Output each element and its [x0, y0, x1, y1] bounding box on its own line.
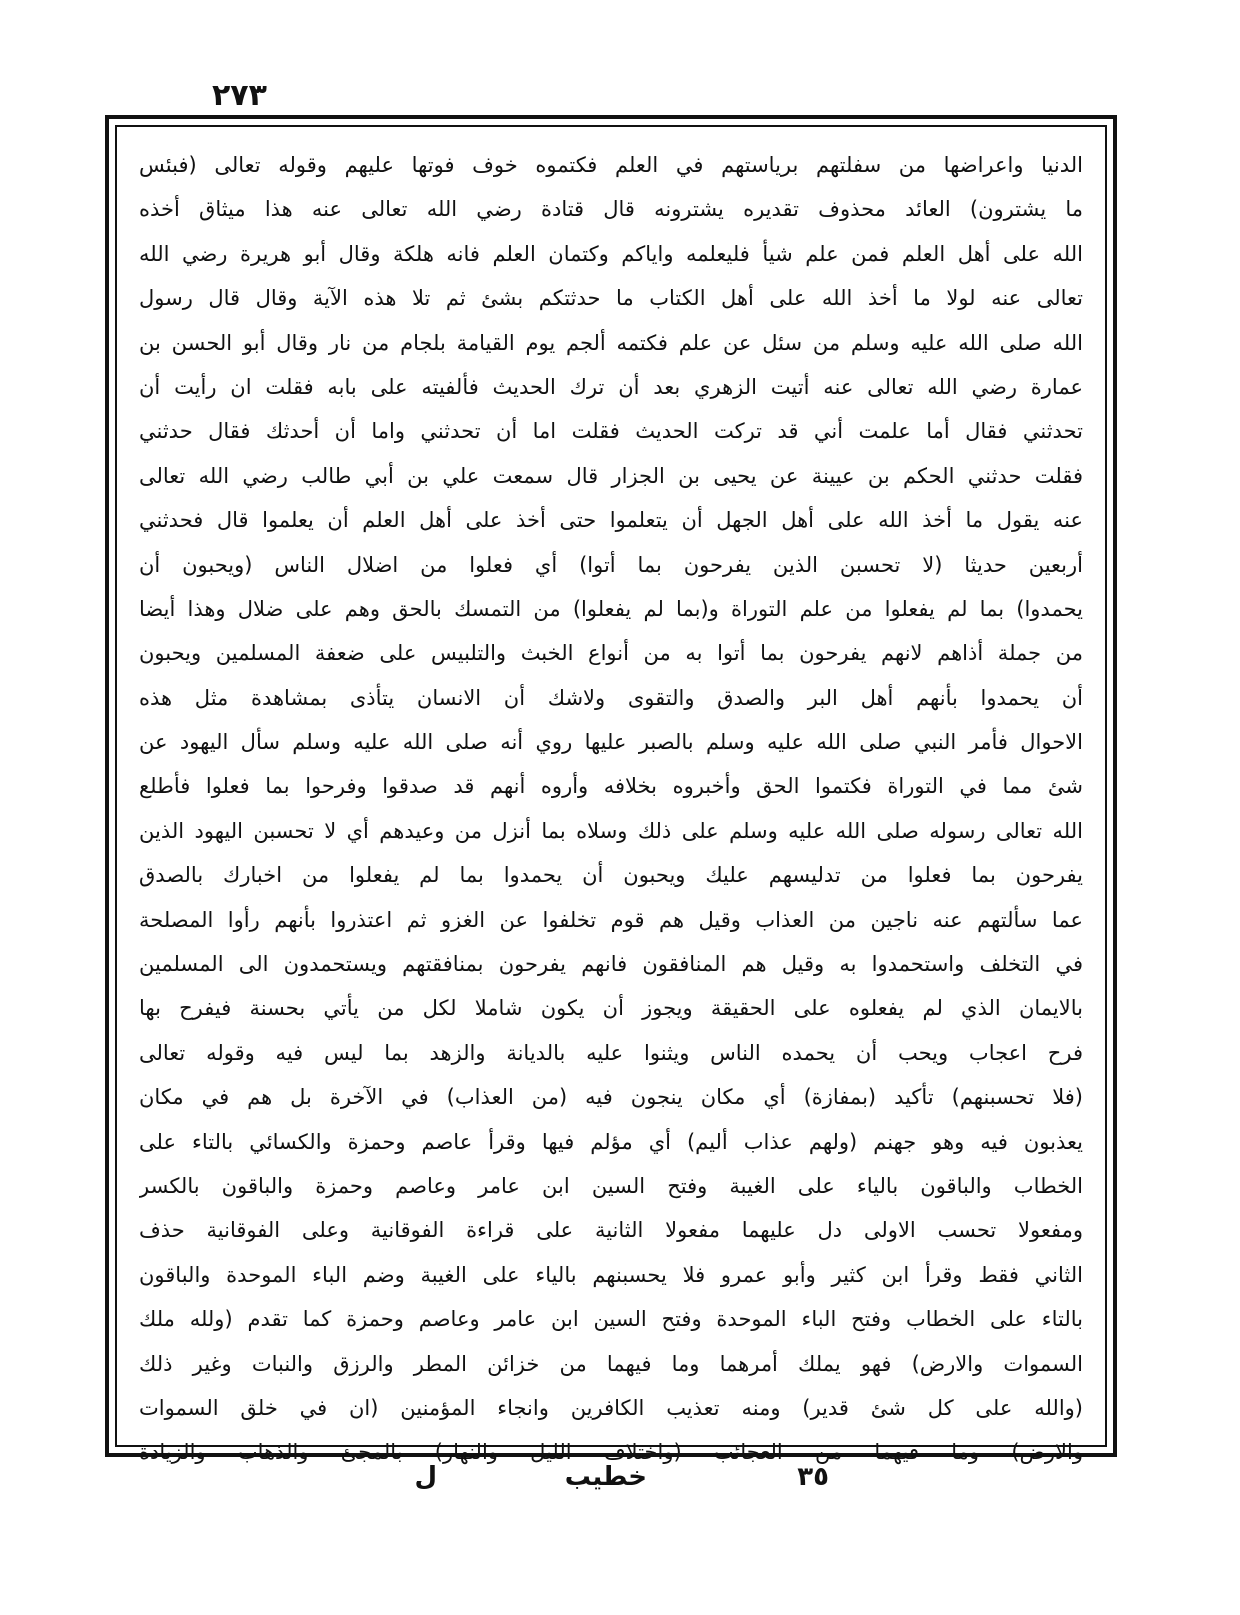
- text-line: أربعين حديثا (لا تحسبن الذين يفرحون بما أتوا) أي فعلوا من اضلال الناس (ويحبون أن: [139, 552, 1083, 577]
- signature-name: خطيب: [564, 1462, 647, 1492]
- page-number: ٢٧٣: [212, 78, 267, 113]
- page-border-inner: [115, 125, 1107, 1465]
- text-line: بالايمان الذي لم يفعلوه على الحقيقة ويجوز أن يكون شاملا لكل من يأتي بحسنة فيفرح بها: [139, 996, 1083, 1021]
- signature-number: ٣٥: [797, 1462, 829, 1492]
- text-line: عما سألتهم عنه ناجين من العذاب وقيل هم قوم تخلفوا عن الغزو ثم اعتذروا بأنهم رأوا المصلحة: [139, 907, 1083, 932]
- text-line: من جملة أذاهم لانهم يفرحون بما أتوا به من أنواع الخبث والتلبيس على ضعفة المسلمين ويحبون: [139, 641, 1083, 666]
- text-line: (فلا تحسبنهم) تأكيد (بمفازة) أي مكان ينجون فيه (من العذاب) في الآخرة بل هم في مكان: [139, 1085, 1083, 1110]
- text-line: في التخلف واستحمدوا به وقيل هم المنافقون فانهم يفرحون بمنافقتهم ويستحمدون الى المسلمين: [139, 952, 1083, 977]
- text-line: الدنيا واعراضها من سفلتهم برياستهم في العلم فكتموه خوف فوتها عليهم وقوله تعالى (فبئس: [139, 153, 1083, 177]
- text-line: الاحوال فأمر النبي صلى الله عليه وسلم بالصبر عليها روي أنه صلى الله عليه وسلم سأل اليهود عن: [139, 730, 1083, 755]
- text-line: يحمدوا) بما لم يفعلوا من علم التوراة و(بما لم يفعلوا) من التمسك بالحق وهم على ضلال وهذا أيضا: [139, 596, 1083, 621]
- text-line: يفرحون بما فعلوا من تدليسهم عليك ويحبون أن يحمدوا بما لم يفعلوا من اخبارك بالصدق: [139, 863, 1083, 888]
- text-line: عمارة رضي الله تعالى عنه أتيت الزهري بعد أن ترك الحديث فألفيته على بابه فقلت ان رأيت أن: [139, 374, 1083, 399]
- text-line: تحدثني فقال أما علمت أني قد تركت الحديث فقلت اما أن تحدثني واما أن أحدثك فقال حدثني: [139, 419, 1083, 444]
- text-line: والارض) وما فيهما من العجائب (واختلاف الليل والنهار) بالمجئ والذهاب والزيادة: [139, 1440, 1083, 1465]
- text-line: ومفعولا تحسب الاولى دل عليهما مفعولا الثانية على قراءة الفوقانية وعلى الفوقانية حذف: [139, 1218, 1083, 1243]
- text-line: (والله على كل شئ قدير) ومنه تعذيب الكافرين وانجاء المؤمنين (ان في خلق السموات: [139, 1395, 1083, 1420]
- text-line: تعالى عنه لولا ما أخذ الله على أهل الكتاب ما حدثتكم بشئ ثم تلا هذه الآية وقال قال رسول: [139, 286, 1083, 311]
- text-line: الله على أهل العلم فمن علم شيأ فليعلمه واياكم وكتمان العلم فانه هلكة وقال أبو هريرة رضي الله: [139, 241, 1083, 266]
- page-border: [105, 115, 1117, 1465]
- text-line: الخطاب والباقون بالياء على الغيبة وفتح السين ابن عامر وعاصم وحمزة والباقون بالكسر: [139, 1173, 1083, 1198]
- text-line: أن يحمدوا بأنهم أهل البر والصدق والتقوى ولاشك أن الانسان يتأذى بمشاهدة مثل هذه: [139, 685, 1083, 710]
- text-line: الله تعالى رسوله صلى الله عليه وسلم على ذلك وسلاه بما أنزل من وعيدهم أي لا تحسبن اليهود الذين: [139, 818, 1083, 843]
- text-line: الله صلى الله عليه وسلم من سئل عن علم فكتمه ألجم يوم القيامة بلجام من نار وقال أبو الحسن بن: [139, 330, 1083, 355]
- signature-letter: ل: [414, 1462, 437, 1492]
- text-line: فقلت حدثني الحكم بن عيينة عن يحيى بن الجزار قال سمعت علي بن أبي طالب رضي الله تعالى: [139, 463, 1083, 488]
- text-line: ما يشترون) العائد محذوف تقديره يشترونه قال قتادة رضي الله تعالى عنه هذا ميثاق أخذه: [139, 197, 1083, 222]
- page-footer: [105, 1462, 1117, 1502]
- text-line: بالتاء على الخطاب وفتح الباء الموحدة وفتح السين ابن عامر وعاصم وحمزة كما تقدم (ولله ملك: [139, 1307, 1083, 1332]
- text-line: يعذبون فيه وهو جهنم (ولهم عذاب أليم) أي مؤلم فيها وقرأ عاصم وحمزة والكسائي بالتاء على: [139, 1129, 1083, 1154]
- text-line: الثاني فقط وقرأ ابن كثير وأبو عمرو فلا يحسبنهم بالياء على الغيبة وضم الباء الموحدة والباقون: [139, 1262, 1083, 1287]
- text-line: عنه يقول ما أخذ الله على أهل الجهل أن يتعلموا حتى أخذ على أهل العلم أن يعلموا قال فحدثني: [139, 508, 1083, 533]
- text-line: فرح اعجاب ويحب أن يحمده الناس ويثنوا عليه بالديانة والزهد بما ليس فيه وقوله تعالى: [139, 1040, 1083, 1065]
- body-text: [139, 143, 1083, 1465]
- text-line: السموات والارض) فهو يملك أمرهما وما فيهما من خزائن المطر والرزق والنبات وغير ذلك: [139, 1351, 1083, 1376]
- text-line: شئ مما في التوراة فكتموا الحق وأخبروه بخلافه وأروه أنهم قد صدقوا وفرحوا بما فعلوا فأطلع: [139, 774, 1083, 799]
